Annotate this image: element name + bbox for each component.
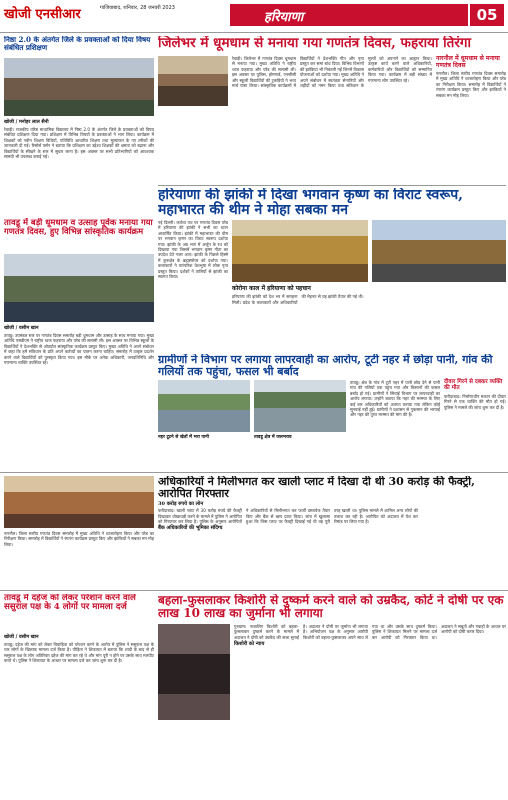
section-band [230,4,468,26]
story-canal-break [158,354,506,470]
story-body: रेवाड़ी। जिलेभर में गणतंत्र दिवस धूमधाम से मनाया गया। मुख्य अतिथि ने राष्ट्रीय ध्वज फहराया और परेड की सलामी ली। इस अवसर पर पुलिस, होमगार्ड, एनसीसी और स्कूली विद्यार्थियों की टुकड़ियों ने भव्य मार्च पास्ट किया। सांस्कृतिक कार्यक्रमों में विद्यार्थियों ने देशभक्ति गीत और नृत्य प्रस्तुत कर समां बांध दिया। विभिन्न विभागों की झांकियां भी निकाली गईं जिनमें विकास योजनाओं को दर्शाया गया। मुख्य अतिथि ने अपने संबोधन में स्वतंत्रता सेनानियों और शहीदों को नमन किया तथा संविधान के मूल्यों को अपनाने का आह्वान किया। उत्कृष्ट कार्य करने वाले अधिकारियों, कर्मचारियों और विद्यार्थियों को सम्मानित किया गया। कार्यक्रम में बड़ी संख्या में गणमान्य लोग उपस्थित रहे। [232,56,432,89]
story-text [4,119,154,159]
story-haryana-tableau [158,188,506,350]
crime-illustration [158,624,230,720]
flood-photo [158,380,250,432]
tableau-photo [232,220,368,282]
story-body: तावडू। क्षेत्र के गांव में टूटी नहर में पानी छोड़ देने से पानी गांव की गलियों तक पहुंच गया और किसानों की फसल बर्बाद हो गई। ग्रामीणों ने सिंचाई विभाग पर लापरवाही का आरोप लगाया। उन्होंने बताया कि नहर की मरम्मत के लिए कई बार अधिकारियों को अवगत कराया गया लेकिन कोई सुनवाई नहीं हुई। ग्रामीणों ने प्रशासन से नुकसान की भरपाई और नहर की तुरंत मरम्मत की मांग की है। [350,380,440,418]
story-text [232,286,506,350]
story-body: रेवाड़ी। राजकीय वरिष्ठ माध्यमिक विद्यालय में निष्ठा 2.0 के अंतर्गत जिले के प्रवक्ताओं को विषय संबंधित प्रशिक्षण दिया गया। प्रशिक्षण में विभिन्न विषयों के प्रवक्ताओं ने भाग लिया। कार्यक्रम में शिक्षकों को नवीन शिक्षण विधियों, गतिविधि आधारित शिक्षण तथा मूल्यांकन के नए तरीकों की जानकारी दी गई। रिसोर्स पर्सन ने बताया कि प्रशिक्षण का उद्देश्य शिक्षकों की क्षमता को बढ़ाना और विद्यार्थियों के सीखने के स्तर में सुधार लाना है। इस अवसर पर सभी प्रतिभागियों को आवश्यक सामग्री भी उपलब्ध कराई गई। [4,127,154,160]
story-republic-day [158,36,506,184]
sub-headline: दीवार गिरने से दबकर व्यक्ति की मौत [444,379,503,391]
section-title: हरियाणा [264,10,304,25]
photo-caption: नहर टूटने से खेतों में भरा पानी [158,435,209,440]
divider [158,185,506,186]
sub-headline: कोरोना काल में हरियाणा को पहचान [232,285,311,292]
photo-caption: तावडू क्षेत्र में जलभराव [254,435,292,440]
byline: खोजी / वसीम खान [4,326,39,331]
headline: अधिकारियों ने मिलीभगत कर खाली प्लाट में दिखा दी थी 30 करोड़ की फैक्ट्री, आरोपित गिरफ्तार [158,476,475,500]
edition-info: गाजियाबाद, शनिवार, 28 जनवरी 2023 [100,5,175,11]
story-text [234,624,506,796]
sub-body: हरियाणा की झांकी को देश भर में सराहना मिली। प्रदेश के कलाकारों और अधिकारियों की मेहनत से यह झांकी तैयार की गई थी। [232,294,364,305]
sub-body: नारनौल। जिला स्तरीय गणतंत्र दिवस समारोह में मुख्य अतिथि ने ध्वजारोहण किया और परेड का निरीक्षण किया। समारोह में विद्यार्थियों ने रंगारंग कार्यक्रम प्रस्तुत किए और झांकियों ने सबका मन मोह लिया। [436,71,506,98]
story-nishtha-training [4,36,154,214]
story-left-program [4,476,154,586]
headline: निष्ठा 2.0 के अंतर्गत जिले के प्रवक्ताओं को दिया विषय संबंधित प्रशिक्षण [4,36,151,52]
story-text [350,380,440,470]
news-photo [158,56,228,106]
sidebar-story [436,56,506,184]
sub-headline: नारनौल में धूमधाम से मनाया गणतंत्र दिवस [436,55,500,69]
story-text [158,220,228,350]
story-body: फरीदाबाद। खाली प्लाट में 30 करोड़ रुपये की फैक्ट्री दिखाकर धोखाधड़ी करने के मामले में पुलिस ने आरोपित को गिरफ्तार कर लिया है। पुलिस के अनुसार आरोपितों ने अधिकारियों से मिलीभगत कर फर्जी दस्तावेज तैयार किए और बैंक से ऋण प्राप्त किया। जांच में खुलासा हुआ कि जिस प्लाट पर फैक्ट्री दिखाई गई थी वह पूरी तरह खाली था। पुलिस मामले में शामिल अन्य लोगों की तलाश कर रही है। आरोपित को अदालत में पेश कर रिमांड पर लिया गया है। [158,508,418,525]
story-text [158,502,506,588]
story-text [4,634,154,664]
story-text [4,531,154,547]
story-body: नई दिल्ली। कर्तव्य पथ पर गणतंत्र दिवस परेड में हरियाणा की झांकी ने सभी का ध्यान आकर्षित किया। झांकी में महाभारत की थीम पर भगवान कृष्ण का विराट स्वरूप दर्शाया गया। झांकी के अग्र भाग में अर्जुन के रथ को दिखाया गया जिसमें भगवान कृष्ण गीता का उपदेश देते नजर आए। झांकी के पिछले हिस्से में कुरुक्षेत्र के ब्रह्मसरोवर को दर्शाया गया। कलाकारों ने पारंपरिक वेशभूषा में लोक नृत्य प्रस्तुत किया। दर्शकों ने तालियों से झांकी का स्वागत किया। [158,220,228,280]
sub-body: फरीदाबाद। निर्माणाधीन मकान की दीवार गिरने से एक व्यक्ति की मौत हो गई। पुलिस ने मामले की जांच शुरू कर दी है। [444,393,506,410]
headline: तावडू में बड़ी धूमधाम व उत्साह पूर्वक मनाया गया गणतंत्र दिवस, हुए विभिन्न सांस्कृतिक कार्यक्रम [4,218,153,236]
newspaper-brand: खोजी एनसीआर [4,7,81,22]
byline: खोजी / वसीम खान [4,635,39,640]
headline: हरियाणा की झांकी में दिखा भगवान कृष्ण का विराट स्वरूप, महाभारत की थीम ने मोहा सबका मन [158,188,464,218]
sidebar-story [444,380,506,470]
story-body: गुरुग्राम। नाबालिग किशोरी को बहला-फुसलाकर दुष्कर्म करने के मामले में अदालत ने दोषी को उम्रकैद की सजा सुनाई है। अदालत ने दोषी पर जुर्माना भी लगाया है। अभियोजन पक्ष के अनुसार आरोपी किशोरी को बहला-फुसलाकर अपने साथ ले गया था और उसके साथ दुष्कर्म किया। पुलिस ने शिकायत मिलने पर मामला दर्ज कर आरोपी को गिरफ्तार किया था। अदालत ने सबूतों और गवाहों के आधार पर आरोपी को दोषी करार दिया। [234,624,506,640]
news-photo [4,476,154,528]
divider [0,472,508,473]
story-body: नारनौल। जिला स्तरीय गणतंत्र दिवस समारोह में मुख्य अतिथि ने ध्वजारोहण किया और परेड का निरीक्षण किया। समारोह में विद्यार्थियों ने रंगारंग कार्यक्रम प्रस्तुत किए और झांकियों ने सबका मन मोह लिया। [4,531,154,547]
headline: तावडू में दहेज को लेकर परेशान करने वाले ससुराल पक्ष के 4 लोगों पर मामला दर्ज [4,594,136,613]
story-fake-factory [158,476,506,588]
headline: बहला-फुसलाकर किशोरी से दुष्कर्म करने वाले को उम्रकैद, कोर्ट ने दोषी पर एक लाख 10 लाख का जुर्माना भी लगाया [158,594,504,620]
story-life-sentence [158,594,506,796]
flood-photo [254,380,346,432]
news-photo [4,254,154,322]
page-number: 05 [470,4,504,26]
byline: खोजी / मनोहर लाल सैनी [4,120,49,125]
divider [0,32,508,33]
story-text [232,56,432,184]
story-dowry-case [4,594,154,796]
tableau-photo [372,220,506,282]
news-photo [4,58,154,116]
story-text [4,325,154,365]
story-body: तावडू। दहेज की मांग को लेकर विवाहिता को परेशान करने के आरोप में पुलिस ने ससुराल पक्ष के चार लोगों के खिलाफ मामला दर्ज किया है। पीड़िता ने शिकायत में बताया कि शादी के बाद से ही ससुराल पक्ष के लोग अतिरिक्त दहेज की मांग कर रहे थे और मांग पूरी न होने पर उसके साथ मारपीट करते थे। पुलिस ने शिकायत के आधार पर मामला दर्ज कर जांच शुरू कर दी है। [4,642,154,664]
headline: ग्रामीणों ने विभाग पर लगाया लापरवाही का आरोप, टूटी नहर में छोड़ा पानी, गांव की गलियों तक पहुंचा, फसल भी बर्बाद [158,354,493,378]
story-tavdu-republic-day [4,218,154,470]
divider [0,590,508,591]
sub-headline: 30 करोड़ रुपये का लोन [158,501,204,507]
story-body: तावडू। उपमंडल स्तर पर गणतंत्र दिवस समारोह बड़ी धूमधाम और उत्साह के साथ मनाया गया। मुख्य अतिथि एसडीएम ने राष्ट्रीय ध्वज फहराया और परेड की सलामी ली। इस अवसर पर विभिन्न स्कूलों के विद्यार्थियों ने देशभक्ति से ओतप्रोत सांस्कृतिक कार्यक्रम प्रस्तुत किए। मुख्य अतिथि ने अपने संबोधन में कहा कि हमें संविधान के प्रति अपने कर्तव्यों का पालन करना चाहिए। समारोह में उत्कृष्ट प्रदर्शन करने वाले विद्यार्थियों को पुरस्कृत किया गया। इस मौके पर अनेक अधिकारी, जनप्रतिनिधि और गणमान्य व्यक्ति उपस्थित रहे। [4,333,154,366]
headline: जिलेभर में धूमधाम से मनाया गया गणतंत्र दिवस, फहराया तिरंगा [158,36,471,51]
sub-headline: किशोरी को न्याय [234,641,265,648]
sub-headline: बैंक अधिकारियों की भूमिका संदिग्ध [158,525,223,532]
page-header [0,0,508,34]
